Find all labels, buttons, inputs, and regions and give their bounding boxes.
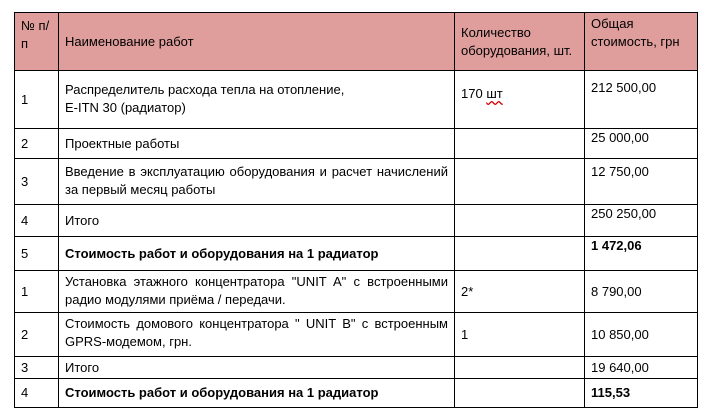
- header-num: [14, 12, 58, 70]
- row-qty: [454, 312, 584, 356]
- row-cost-text: 212 500,00: [591, 80, 657, 95]
- row-qty-text: 2*: [461, 283, 474, 299]
- row-name-text: Итого: [65, 359, 100, 375]
- row-qty: [454, 158, 584, 204]
- row-num-text: 3: [21, 173, 29, 189]
- table-row: [14, 236, 698, 270]
- header-num-text: № п/п: [21, 18, 50, 51]
- row-cost-text: 8 790,00: [591, 283, 642, 299]
- row-num: [14, 312, 58, 356]
- row-num: [14, 204, 58, 236]
- row-num: [14, 128, 58, 158]
- row-name: [58, 270, 454, 312]
- header-name-text: Наименование работ: [65, 33, 194, 49]
- row-num-text: 1: [21, 91, 29, 107]
- row-num: [14, 270, 58, 312]
- table-header: [14, 12, 698, 70]
- row-qty: [454, 204, 584, 236]
- row-num-text: 3: [21, 359, 29, 375]
- row-name: [58, 204, 454, 236]
- row-cost: [584, 312, 698, 356]
- row-cost-text: 10 850,00: [591, 326, 649, 342]
- table-row: [14, 312, 698, 356]
- row-name-text: Итого: [65, 212, 100, 228]
- row-cost: [584, 270, 698, 312]
- table-row: [14, 204, 698, 236]
- row-cost-text: 19 640,00: [591, 359, 649, 375]
- row-qty: [454, 270, 584, 312]
- row-name-text: Стоимость домового концентратора " UNIT B" с встроенным GPRS-модемом, грн.: [65, 316, 448, 349]
- row-name-text: Стоимость работ и оборудования на 1 радиатор: [65, 385, 379, 400]
- row-qty: [454, 70, 584, 128]
- row-cost-text: 250 250,00: [591, 206, 657, 221]
- row-cost: [584, 128, 698, 158]
- row-name-text: Проектные работы: [65, 135, 180, 151]
- row-num-text: 2: [21, 326, 29, 342]
- row-name: [58, 378, 454, 408]
- row-name-text: Введение в эксплуатацию оборудования и расчет начислений за первый месяц работы: [65, 164, 448, 197]
- row-qty-number: 170: [461, 86, 483, 101]
- row-qty: [454, 128, 584, 158]
- row-name: [58, 312, 454, 356]
- row-num-text: 5: [21, 245, 29, 261]
- row-name: [58, 356, 454, 378]
- table-row: [14, 356, 698, 378]
- row-cost-text: 115,53: [591, 385, 631, 400]
- row-num-text: 1: [21, 283, 29, 299]
- table-row: [14, 158, 698, 204]
- header-cost-text: Общая стоимость, грн: [591, 16, 680, 49]
- header-qty-text: Количество оборудования, шт.: [461, 24, 573, 58]
- row-cost: [584, 378, 698, 408]
- cost-table: [14, 12, 698, 408]
- table-row: [14, 70, 698, 128]
- row-num: [14, 70, 58, 128]
- row-num: [14, 378, 58, 408]
- row-name: [58, 236, 454, 270]
- row-cost: [584, 356, 698, 378]
- row-cost: [584, 204, 698, 236]
- row-name-text: Стоимость работ и оборудования на 1 радиатор: [65, 245, 379, 261]
- row-num-text: 4: [21, 385, 29, 400]
- table-row: [14, 128, 698, 158]
- row-name: [58, 128, 454, 158]
- row-num: [14, 158, 58, 204]
- row-num-text: 2: [21, 135, 29, 151]
- row-num: [14, 236, 58, 270]
- header-name: [58, 12, 454, 70]
- header-qty: [454, 12, 584, 70]
- row-cost-text: 25 000,00: [591, 130, 649, 145]
- row-cost-text: 12 750,00: [591, 164, 649, 179]
- row-qty-text: 1: [461, 326, 469, 342]
- row-qty-unit: шт: [486, 86, 503, 101]
- row-qty: [454, 236, 584, 270]
- row-name-line1: Распределитель расхода тепла на отопление,: [65, 82, 345, 97]
- header-cost: [584, 12, 698, 70]
- table-row: [14, 378, 698, 408]
- row-num: [14, 356, 58, 378]
- row-cost: [584, 158, 698, 204]
- row-qty: [454, 378, 584, 408]
- row-cost: [584, 70, 698, 128]
- row-cost: [584, 236, 698, 270]
- row-qty: [454, 356, 584, 378]
- row-num-text: 4: [21, 212, 29, 228]
- row-name-line2: E-ITN 30 (радиатор): [65, 100, 186, 115]
- table-row: [14, 270, 698, 312]
- row-name: [58, 70, 454, 128]
- row-cost-text: 1 472,06: [591, 238, 642, 253]
- row-name-text: Установка этажного концентратора "UNIT A" с встроенными радио модулями приёма / передачи.: [65, 274, 448, 307]
- row-name: [58, 158, 454, 204]
